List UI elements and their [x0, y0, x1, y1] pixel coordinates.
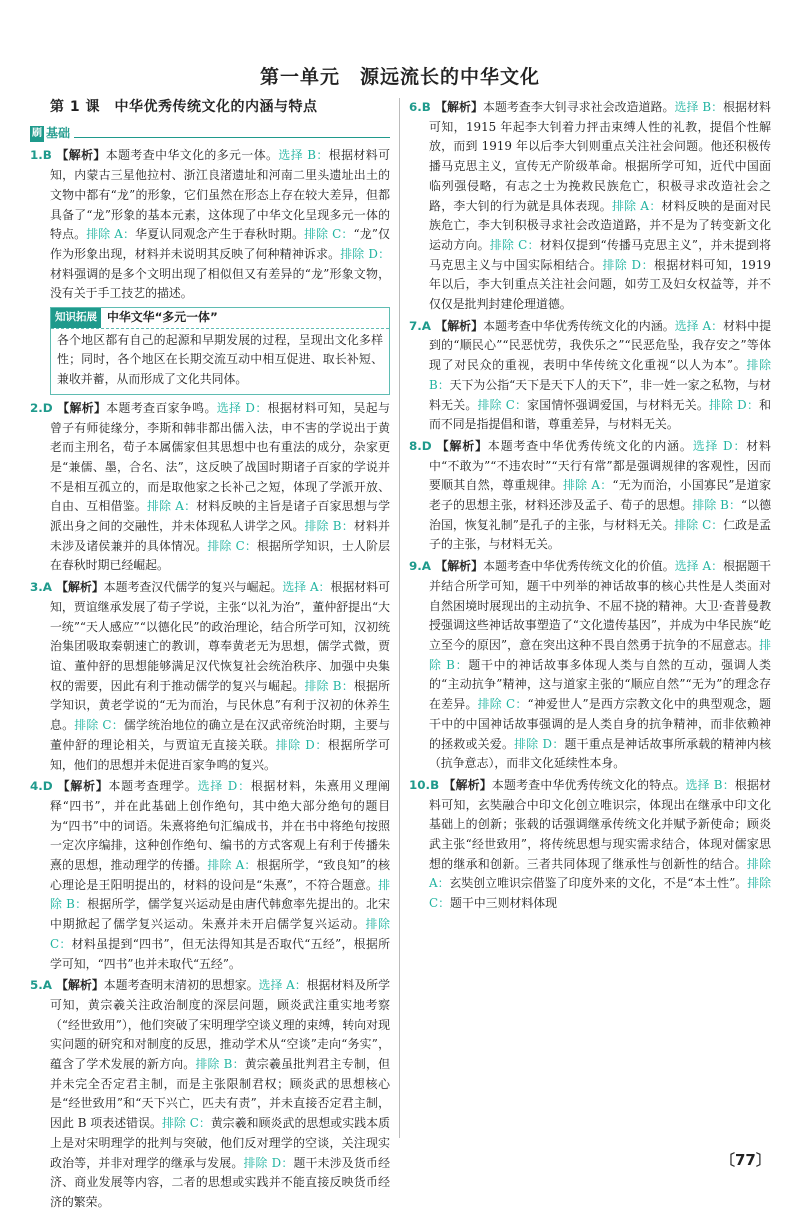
answer-item [30, 976, 390, 1212]
answer-number: 6.B [409, 100, 436, 114]
answer-text: 儒学统治地位的确立是在汉武帝统治时期，主要与董仲舒的理论相关，与贾谊无直接关联。 [50, 718, 390, 752]
section-rule [74, 129, 390, 138]
page-number: 〔77〕 [720, 1151, 771, 1169]
answer-text: 根据所学知识，士人阶层在春秋时期已经崛起。 [50, 538, 390, 573]
answer-item [409, 98, 771, 315]
answer-text: 本题考查中华优秀传统文化的特点。 [491, 777, 686, 792]
knowledge-box-title: 中华文华“多元一体” [107, 310, 218, 325]
answer-text: “龙”仅作为形象出现，材料并未说明其反映了何种精神诉求。 [50, 227, 390, 261]
answer-text: 玄奘创立唯识宗借鉴了印度外来的文化，不是“本土性”。 [449, 876, 748, 891]
option-marker: 选择 A： [282, 580, 331, 595]
option-marker: 排除 D： [243, 1155, 294, 1170]
answers-left-a [30, 146, 390, 304]
option-marker: 排除 C： [74, 718, 124, 733]
answer-text: “无为而治，小国寡民”是道家老子的思想主张，材料还涉及孟子、荀子的思想。 [429, 478, 771, 513]
answer-text: 材料仅提到“传播马克思主义”，并未提到将马克思主义与中国实际相结合。 [429, 237, 771, 272]
option-marker: 排除 B： [304, 519, 354, 534]
option-marker: 排除 C： [477, 697, 528, 712]
answer-item [30, 777, 390, 974]
answer-number: 2.D [30, 400, 58, 415]
page-title: 第一单元 源远流长的中华文化 [259, 66, 540, 88]
answer-text: 根据所学知识，黄老学说的“无为而治，与民休息”有利于汉初的休养生息。 [50, 678, 390, 733]
option-marker: 选择 D： [197, 779, 251, 794]
answer-text: 材料并未涉及诸侯兼并的具体情况。 [50, 519, 390, 553]
answer-text: 材料中提到的“顺民心”“民恶忧劳，我佚乐之”“民恶危坠，我存安之”等体现了对民众的重视，表明中华传统文化重视“以人为本”。 [429, 318, 771, 373]
answer-text: 本题考查明末清初的思想家。 [103, 978, 259, 993]
knowledge-box-header [51, 308, 389, 329]
answer-item [409, 317, 771, 435]
answer-text: 根据材料可知，吴起与曾子有师徒缘分，李斯和韩非都出儒入法，申不害的学说出于黄老而主刑名，荀子本属儒家但其思想中也有重法的成分，杂家更是“兼儒、墨，合名、法”，这反映了战国时期诸子百家的学说并不是相互孤立的，而是取他家之长补己之短，体现了学派开放、自由、互相借鉴。 [50, 400, 390, 514]
option-marker: 选择 B： [685, 777, 735, 792]
section-tag: 刷 [30, 126, 44, 142]
answer-text: 材料反映的是面对民族危亡，李大钊积极寻求社会改造道路，并不是为了转变新文化运动方向。 [429, 198, 771, 252]
answer-text: 根据材料可知，1915 年起李大钊着力抨击束缚人性的礼教，提倡个性解放，而到 1919 年以后李大钊则重点关注社会问题。他还积极传播马克思主义，宣传无产阶级革命。根据所学可知，近代中国面临列强侵略，有志之士为挽救民族危亡，积极寻求改造社会之路，李大钊的行为就是具体表现。 [429, 100, 771, 213]
analysis-label: 【解析】 [435, 318, 484, 333]
option-marker: 排除 A： [147, 499, 197, 514]
analysis-label: 【解析】 [56, 148, 106, 163]
answer-text: 材料强调的是多个文明出现了相似但又有差异的“龙”形象文物，没有关于手工技艺的描述。 [50, 266, 390, 301]
analysis-label: 【解析】 [436, 438, 488, 453]
answer-item [30, 399, 390, 576]
answer-number: 10.B [409, 777, 444, 792]
answer-number: 5.A [30, 978, 57, 993]
answer-item [30, 578, 390, 775]
answer-text: 本题考查中华文化的多元一体。 [105, 148, 279, 163]
answer-text: “神爱世人”是西方宗教文化中的典型观念，题干中的中国神话故事强调的是人类自身的抗争精神，而非依赖神的拯救或关爱。 [429, 697, 771, 751]
answer-text: “以德治国，恢复礼制”是孔子的主张，与材料无关。 [429, 498, 771, 532]
option-marker: 选择 A： [674, 559, 724, 574]
option-marker: 排除 B： [195, 1057, 245, 1072]
option-marker: 选择 A： [258, 978, 307, 993]
option-marker: 排除 C： [489, 237, 540, 252]
analysis-label: 【解析】 [57, 779, 109, 794]
answer-text: 材料反映的主旨是诸子百家思想与学派出身之间的交融性，并未体现私人讲学之风。 [50, 499, 390, 534]
answer-text: 本题考查理学。 [108, 779, 198, 794]
answer-number: 3.A [30, 580, 57, 595]
right-column [409, 98, 771, 916]
answer-text: 题干中的神话故事多体现人类与自然的互动，强调人类的“主动抗争”精神，这与道家主张的“顺应自然”“无为”的理念存在差异。 [429, 657, 771, 712]
answer-text: 本题考查百家争鸣。 [106, 400, 217, 415]
answer-number: 9.A [409, 559, 436, 574]
option-marker: 排除 A： [207, 858, 257, 873]
answer-text: 家国情怀强调爱国，与材料无关。 [527, 397, 709, 412]
answer-item [409, 776, 771, 914]
answer-text: 根据所学，“致良知”的核心理论是王阳明提出的，材料的设问是“朱熹”，不符合题意。 [50, 858, 390, 892]
option-marker: 排除 C： [304, 227, 354, 242]
answer-number: 1.B [30, 148, 57, 163]
option-marker: 排除 D： [275, 737, 328, 752]
answer-text: 根据所学，儒学复兴运动是由唐代韩愈率先提出的。北宋中期掀起了儒学复兴运动。朱熹并未开启儒学复兴运动。 [50, 897, 390, 932]
left-column [30, 98, 390, 1215]
analysis-label: 【解析】 [56, 580, 104, 595]
option-marker: 选择 D： [216, 400, 268, 415]
option-marker: 排除 C： [161, 1116, 211, 1131]
option-marker: 排除 D： [514, 736, 565, 751]
answer-text: 根据所学可知，他们的思想并未促进百家争鸣的复兴。 [50, 737, 390, 772]
knowledge-box-text: 各个地区都有自己的起源和早期发展的过程，呈现出文化多样性；同时，各个地区在长期交流互动中相互促进、取长补短、兼收并蓄，从而形成了文化共同体。 [57, 332, 383, 387]
option-marker: 排除 A： [611, 198, 662, 213]
answer-text: 根据材料及所学可知，黄宗羲关注政治制度的深层问题，顾炎武注重实地考察（“经世致用”），他们突破了宋明理学空谈义理的束缚，转向对现实问题的研究和对制度的反思，推动学术从“空谈”走向“务实”，蕴含了学术发展的新方向。 [50, 978, 390, 1072]
option-marker: 排除 B： [429, 358, 771, 392]
option-marker: 排除 D： [708, 397, 760, 412]
answers-right [409, 98, 771, 914]
answer-text: 黄宗羲和顾炎武的思想或实践本质上是对宋明理学的批判与突破，他们反对理学的空谈，关注现实政治等，并非对理学的继承与发展。 [50, 1116, 390, 1170]
option-marker: 排除 C： [477, 397, 528, 412]
analysis-label: 【解析】 [435, 100, 483, 114]
analysis-label: 【解析】 [56, 978, 104, 993]
answer-text: 材料中“不敢为”“不违农时”“天行有常”都是强调规律的客观性，因而要顺其自然，尊重规律。 [429, 438, 771, 493]
option-marker: 排除 A： [86, 227, 136, 242]
answer-number: 7.A [409, 318, 436, 333]
option-marker: 排除 B： [692, 498, 741, 513]
option-marker: 选择 B： [674, 100, 724, 114]
answer-text: 题干重点是神话故事所承载的精神内核（抗争意志），而非文化延续性本身。 [429, 736, 771, 771]
answer-text: 天下为公指“天下是天下人的天下”，非一姓一家之私物，与材料无关。 [429, 377, 771, 412]
option-marker: 排除 A： [429, 856, 771, 891]
option-marker: 排除 C： [207, 538, 258, 553]
answer-text: 根据题干并结合所学可知，题干中列举的神话故事的核心共性是人类面对自然困境时展现出的主动抗争、不屈不挠的精神。大卫·查普曼教授强调这些神话故事塑造了“文化遗传基因”，并成为中华民族“屹立至今的原因”，意在突出这种不畏自然勇于抗争的不屈意志。 [429, 559, 771, 652]
option-marker: 排除 C： [50, 917, 390, 951]
column-divider [399, 98, 400, 1138]
answer-text: 本题考查李大钊寻求社会改造道路。 [482, 100, 675, 114]
knowledge-box [50, 307, 390, 395]
answer-text: 根据材料可知，内蒙古三星他拉村、浙江良渚遗址和河南二里头遗址出土的文物中都有“龙”的形象，它们虽然在形态上存在较大差异，但都具备了“龙”形象的基本元素，这体现了中华文化呈现多元一体的特点。 [50, 148, 390, 242]
analysis-label: 【解析】 [443, 777, 492, 792]
answer-text: 黄宗羲虽批判君主专制，但并未完全否定君主制，而是主张限制君权；顾炎武的思想核心是“经世致用”和“天下兴亡，匹夫有责”，并未直接否定君主制，因此 B 项表述错误。 [50, 1057, 390, 1131]
analysis-label: 【解析】 [435, 559, 484, 574]
section-header [30, 124, 390, 144]
answer-text: 本题考查中华优秀传统文化的内涵。 [487, 438, 693, 453]
answer-number: 4.D [30, 779, 58, 794]
analysis-label: 【解析】 [57, 400, 107, 415]
option-marker: 选择 B： [278, 148, 329, 163]
answer-number: 8.D [409, 438, 437, 453]
knowledge-box-tag: 知识拓展 [51, 308, 101, 328]
option-marker: 排除 B： [304, 678, 354, 693]
answer-text: 题干中三则材料体现 [450, 896, 558, 911]
answer-text: 仁政是孟子的主张，与材料无关。 [429, 517, 771, 552]
lesson-title: 第 1 课 中华优秀传统文化的内涵与特点 [50, 99, 318, 115]
answer-text: 本题考查汉代儒学的复兴与崛起。 [103, 580, 283, 595]
answer-text: 本题考查中华优秀传统文化的价值。 [483, 559, 675, 574]
option-marker: 排除 D： [602, 257, 654, 272]
answer-item [409, 437, 771, 555]
answer-text: 和而不同是指提倡和谐，尊重差异，与材料无关。 [429, 397, 771, 432]
answer-text: 本题考查中华优秀传统文化的内涵。 [483, 318, 675, 333]
answer-item [409, 557, 771, 774]
option-marker: 排除 D： [340, 246, 390, 261]
answer-text: 根据材料可知，贾谊继承发展了荀子学说，主张“以礼为治”，董仲舒提出“大一统”“天人感应”“以德化民”的政治理论，结合所学可知，汉初统治集团吸取秦朝速亡的教训，尊奉黄老无为思想，儒学式微，贾谊、董仲舒的思想能够满足汉代恢复社会统治秩序、加强中央集权的需要，因此有利于推动儒学的复兴与崛起。 [50, 580, 390, 693]
answer-text: 材料虽提到“四书”，但无法得知其是否取代“五经”，根据所学可知，“四书”也并未取代“五经”。 [50, 936, 390, 971]
section-label: 基础 [46, 125, 71, 140]
answer-text: 根据材料可知，1919 年以后，李大钊重点关注社会问题，如劳工及妇女权益等，并不仅仅是批判封建伦理道德。 [429, 257, 771, 312]
option-marker: 排除 A： [562, 478, 613, 493]
option-marker: 排除 B： [50, 877, 390, 912]
answers-left-b [30, 399, 390, 1213]
answer-text: 根据材料可知，玄奘融合中印文化创立唯识宗，体现出在继承中印文化基础上的创新；张载的话强调继承传统文化并赋予新使命；顾炎武主张“经世致用”，将传统思想与现实需求结合，体现对儒家思想的继承和创新。三者共同体现了继承性与创新性的结合。 [429, 777, 771, 871]
option-marker: 排除 C： [429, 876, 771, 911]
answer-text: 根据材料，朱熹用义理阐释“四书”，并在此基础上创作绝句，其中绝大部分绝句的题目为“四书”中的词语。朱熹将绝句汇编成书，并在书中将绝句按照一定次序编排，这种创作绝句、编书的方式客观上有利于传播朱熹的思想，推动理学的传播。 [50, 779, 390, 873]
option-marker: 排除 C： [674, 517, 724, 532]
option-marker: 选择 A： [674, 318, 724, 333]
option-marker: 排除 B： [429, 637, 771, 672]
option-marker: 选择 D： [692, 438, 747, 453]
answer-text: 华夏认同观念产生于春秋时期。 [135, 227, 305, 242]
answer-item [30, 146, 390, 304]
answer-text: 题干未涉及货币经济、商业发展等内容，二者的思想或实践并不能直接反映货币经济的繁荣。 [50, 1155, 390, 1209]
